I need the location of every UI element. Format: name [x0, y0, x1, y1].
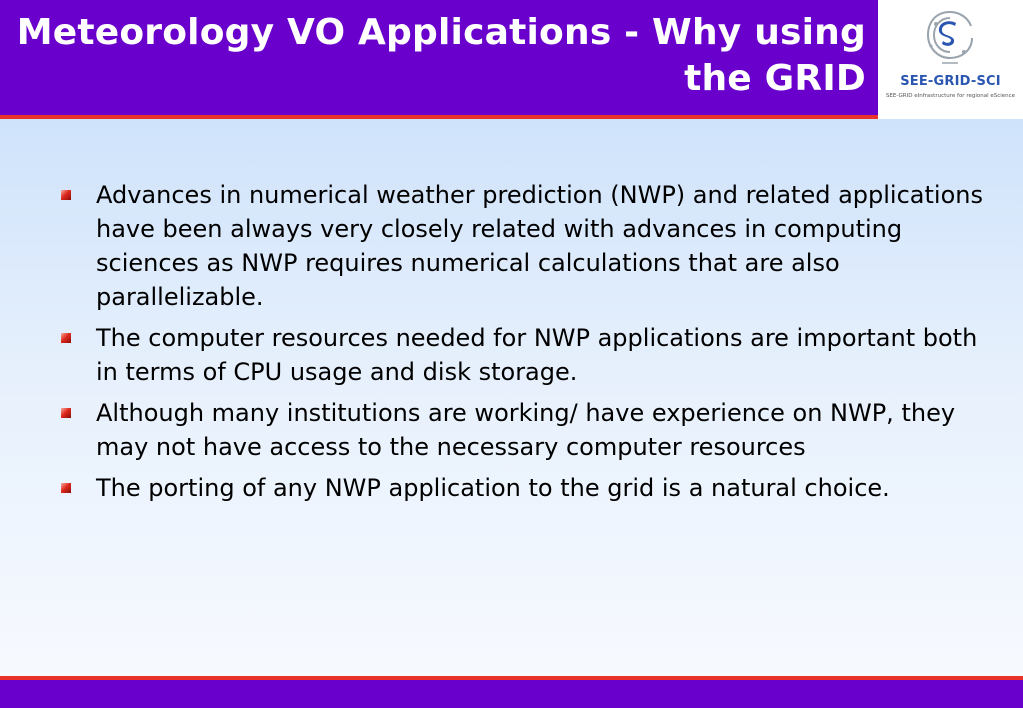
bullet-item [0, 471, 1023, 505]
bullet-item [0, 321, 1023, 389]
square-bullet-icon [61, 190, 71, 200]
see-grid-swirl-logo-icon [922, 8, 978, 68]
bullet-text: Although many institutions are working/ have experience on NWP, they may not have access to the necessary computer resources [96, 399, 956, 461]
footer-bar [0, 680, 1023, 708]
bullet-list [0, 178, 1023, 512]
slide-title: Meteorology VO Applications - Why using the GRID [16, 12, 866, 99]
square-bullet-icon [61, 333, 71, 343]
title-bar [0, 0, 878, 115]
bullet-text: The porting of any NWP application to the grid is a natural choice. [96, 474, 890, 502]
square-bullet-icon [61, 408, 71, 418]
logo-wordmark: SEE-GRID-SCI [900, 74, 1001, 89]
bullet-item [0, 178, 1023, 314]
square-bullet-icon [61, 483, 71, 493]
bullet-text: The computer resources needed for NWP applications are important both in terms of CPU usage and disk storage. [96, 324, 978, 386]
bullet-item [0, 396, 1023, 464]
logo-tagline: SEE-GRID eInfrastructure for regional eScience [885, 93, 1016, 99]
bullet-text: Advances in numerical weather prediction (NWP) and related applications have been always very closely related with advances in computing sciences as NWP requires numerical calculations that are also parallelizable. [96, 181, 983, 311]
